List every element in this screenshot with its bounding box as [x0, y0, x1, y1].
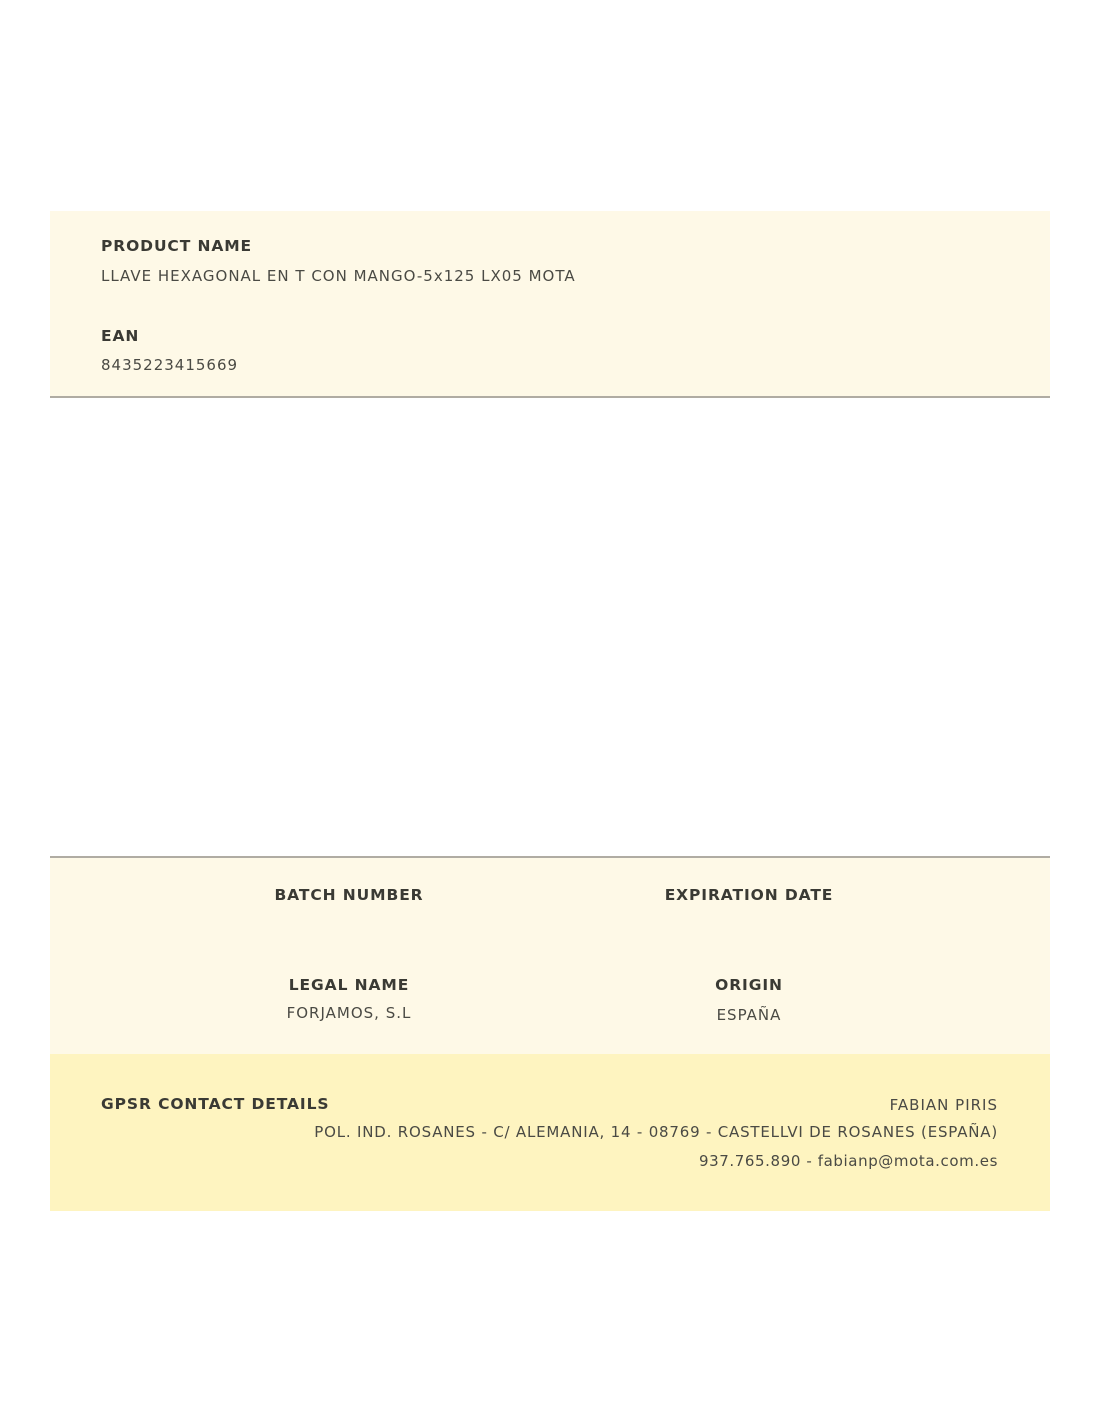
contact-phone-email: 937.765.890 - fabianp@mota.com.es: [698, 1152, 998, 1170]
product-name-value: LLAVE HEXAGONAL EN T CON MANGO-5x125 LX05 MOTA: [101, 267, 576, 285]
legal-name-value: FORJAMOS, S.L: [286, 1004, 412, 1022]
origin-label: ORIGIN: [715, 976, 783, 994]
details-section: [50, 856, 1050, 1056]
contact-section: [50, 1054, 1050, 1211]
gpsr-contact-label: GPSR CONTACT DETAILS: [101, 1095, 330, 1113]
batch-number-label: BATCH NUMBER: [274, 886, 424, 904]
contact-address: POL. IND. ROSANES - C/ ALEMANIA, 14 - 08769 - CASTELLVI DE ROSANES (ESPAÑA): [314, 1123, 998, 1141]
product-name-label: PRODUCT NAME: [101, 237, 253, 255]
ean-label: EAN: [101, 327, 140, 345]
product-section: [50, 211, 1050, 398]
ean-value: 8435223415669: [101, 356, 239, 374]
expiration-date-label: EXPIRATION DATE: [664, 886, 834, 904]
legal-name-label: LEGAL NAME: [288, 976, 410, 994]
origin-value: ESPAÑA: [716, 1006, 782, 1024]
contact-name: FABIAN PIRIS: [889, 1096, 998, 1114]
